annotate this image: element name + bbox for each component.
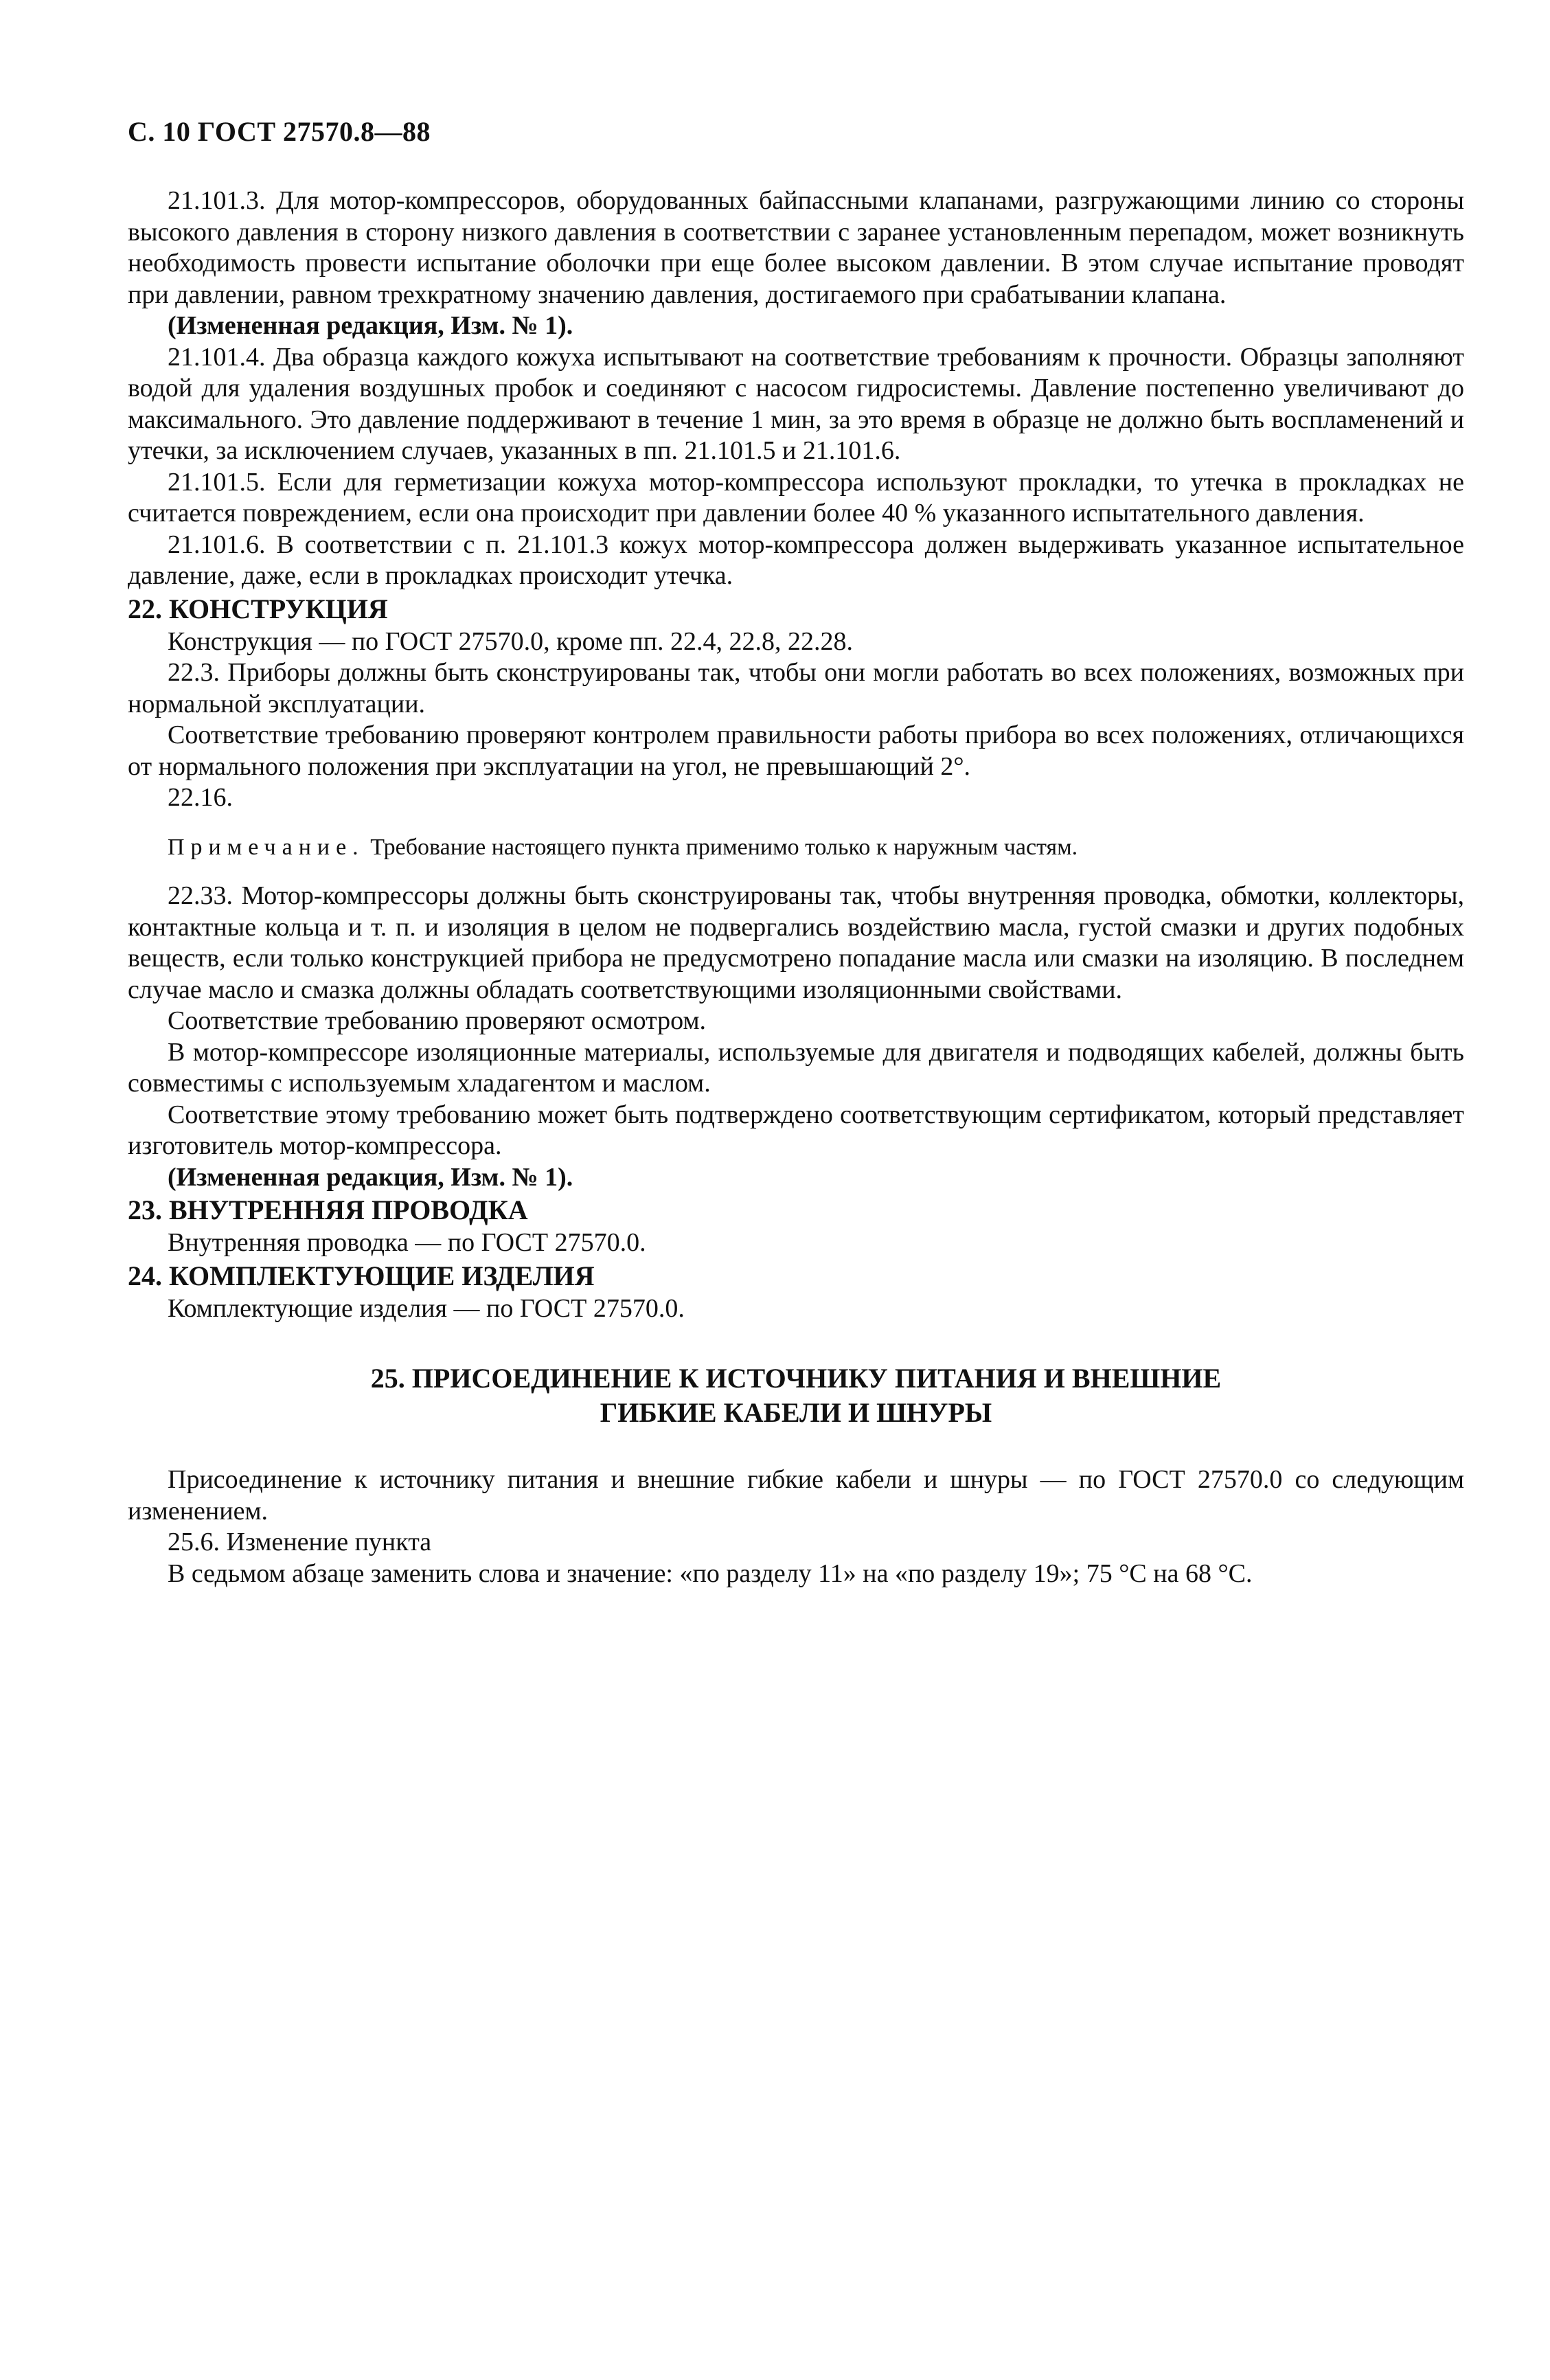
- paragraph-22-intro: Конструкция — по ГОСТ 27570.0, кроме пп. 22.4, 22.8, 22.28.: [168, 626, 853, 656]
- section-heading-25-line1: 25. ПРИСОЕДИНЕНИЕ К ИСТОЧНИКУ ПИТАНИЯ И ВНЕШНИЕ: [370, 1363, 1222, 1394]
- section-heading-25: [128, 1361, 1464, 1430]
- paragraph-23: Внутренняя проводка — по ГОСТ 27570.0.: [168, 1228, 646, 1257]
- note-text: Требование настоящего пункта применимо только к наружным частям.: [370, 834, 1078, 860]
- note-label: Примечание.: [168, 834, 365, 860]
- paragraph-25-intro: Присоединение к источнику питания и внешние гибкие кабели и шнуры — по ГОСТ 27570.0 со следующим изменением.: [128, 1465, 1464, 1526]
- paragraph-22-33: 22.33. Мотор-компрессоры должны быть сконструированы так, чтобы внутренняя проводка, обмотки, коллекторы, контактные кольца и т. п. и изоляция в целом не подвергались воздействию масла, густой смазки и других подобных веществ, если только конструкцией прибора не предусмотрено попадание масла или смазки на изоляцию. В последнем случае масло и смазка должны обладать соответствующими изоляционными свойствами.: [128, 881, 1464, 1004]
- paragraph-25-6-text: В седьмом абзаце заменить слова и значение: «по разделу 11» на «по разделу 19»; 75 °С на 68 °С.: [168, 1559, 1253, 1588]
- paragraph-21-101-5: 21.101.5. Если для герметизации кожуха мотор-компрессора используют прокладки, то утечка в прокладках не считается повреждением, если она происходит при давлении более 40 % указанного испытательного давления.: [128, 467, 1464, 528]
- paragraph-22-3-check: Соответствие требованию проверяют контролем правильности работы прибора во всех положениях, отличающихся от нормального положения при эксплуатации на угол, не превышающий 2°.: [128, 721, 1464, 781]
- paragraph-25-6: 25.6. Изменение пункта: [168, 1528, 432, 1556]
- document-body: [128, 185, 1464, 1589]
- paragraph-22-16: 22.16.: [168, 783, 233, 812]
- amendment-note: (Измененная редакция, Изм. № 1).: [168, 1162, 573, 1192]
- paragraph-22-33-check: Соответствие требованию проверяют осмотром.: [168, 1006, 707, 1035]
- paragraph-22-33-cert: Соответствие этому требованию может быть подтверждено соответствующим сертификатом, который представляет изготовитель мотор-компрессора.: [128, 1100, 1464, 1160]
- note: [128, 832, 1464, 863]
- paragraph-21-101-3: 21.101.3. Для мотор-компрессоров, оборудованных байпассными клапанами, разгружающими линию со стороны высокого давления в сторону низкого давления в соответствии с заранее установленным перепадом, может возникнуть необходимость провести испытание оболочки при еще более высоком давлении. В этом случае испытание проводят при давлении, равном трехкратному значению давления, достигаемого при срабатывании клапана.: [128, 186, 1464, 309]
- section-heading-24: 24. КОМПЛЕКТУЮЩИЕ ИЗДЕЛИЯ: [128, 1260, 595, 1291]
- amendment-note: (Измененная редакция, Изм. № 1).: [168, 311, 573, 340]
- section-heading-22: 22. КОНСТРУКЦИЯ: [128, 593, 388, 624]
- page-header: С. 10 ГОСТ 27570.8—88: [128, 116, 431, 147]
- section-heading-25-line2: ГИБКИЕ КАБЕЛИ И ШНУРЫ: [600, 1397, 992, 1428]
- paragraph-21-101-4: 21.101.4. Два образца каждого кожуха испытывают на соответствие требованиям к прочности. Образцы заполняют водой для удаления воздушных пробок и соединяют с насосом гидросистемы. Давление постепенно увеличивают до максимального. Это давление поддерживают в течение 1 мин, за это время в образце не должно быть воспламенений и утечки, за исключением случаев, указанных в пп. 21.101.5 и 21.101.6.: [128, 342, 1464, 465]
- paragraph-22-3: 22.3. Приборы должны быть сконструированы так, чтобы они могли работать во всех положениях, возможных при нормальной эксплуатации.: [128, 658, 1464, 718]
- paragraph-21-101-6: 21.101.6. В соответствии с п. 21.101.3 кожух мотор-компрессора должен выдерживать указанное испытательное давление, даже, если в прокладках происходит утечка.: [128, 530, 1464, 590]
- section-heading-23: 23. ВНУТРЕННЯЯ ПРОВОДКА: [128, 1194, 528, 1225]
- paragraph-22-33-materials: В мотор-компрессоре изоляционные материалы, используемые для двигателя и подводящих кабелей, должны быть совместимы с используемым хладагентом и маслом.: [128, 1037, 1464, 1098]
- paragraph-24: Комплектующие изделия — по ГОСТ 27570.0.: [168, 1293, 685, 1323]
